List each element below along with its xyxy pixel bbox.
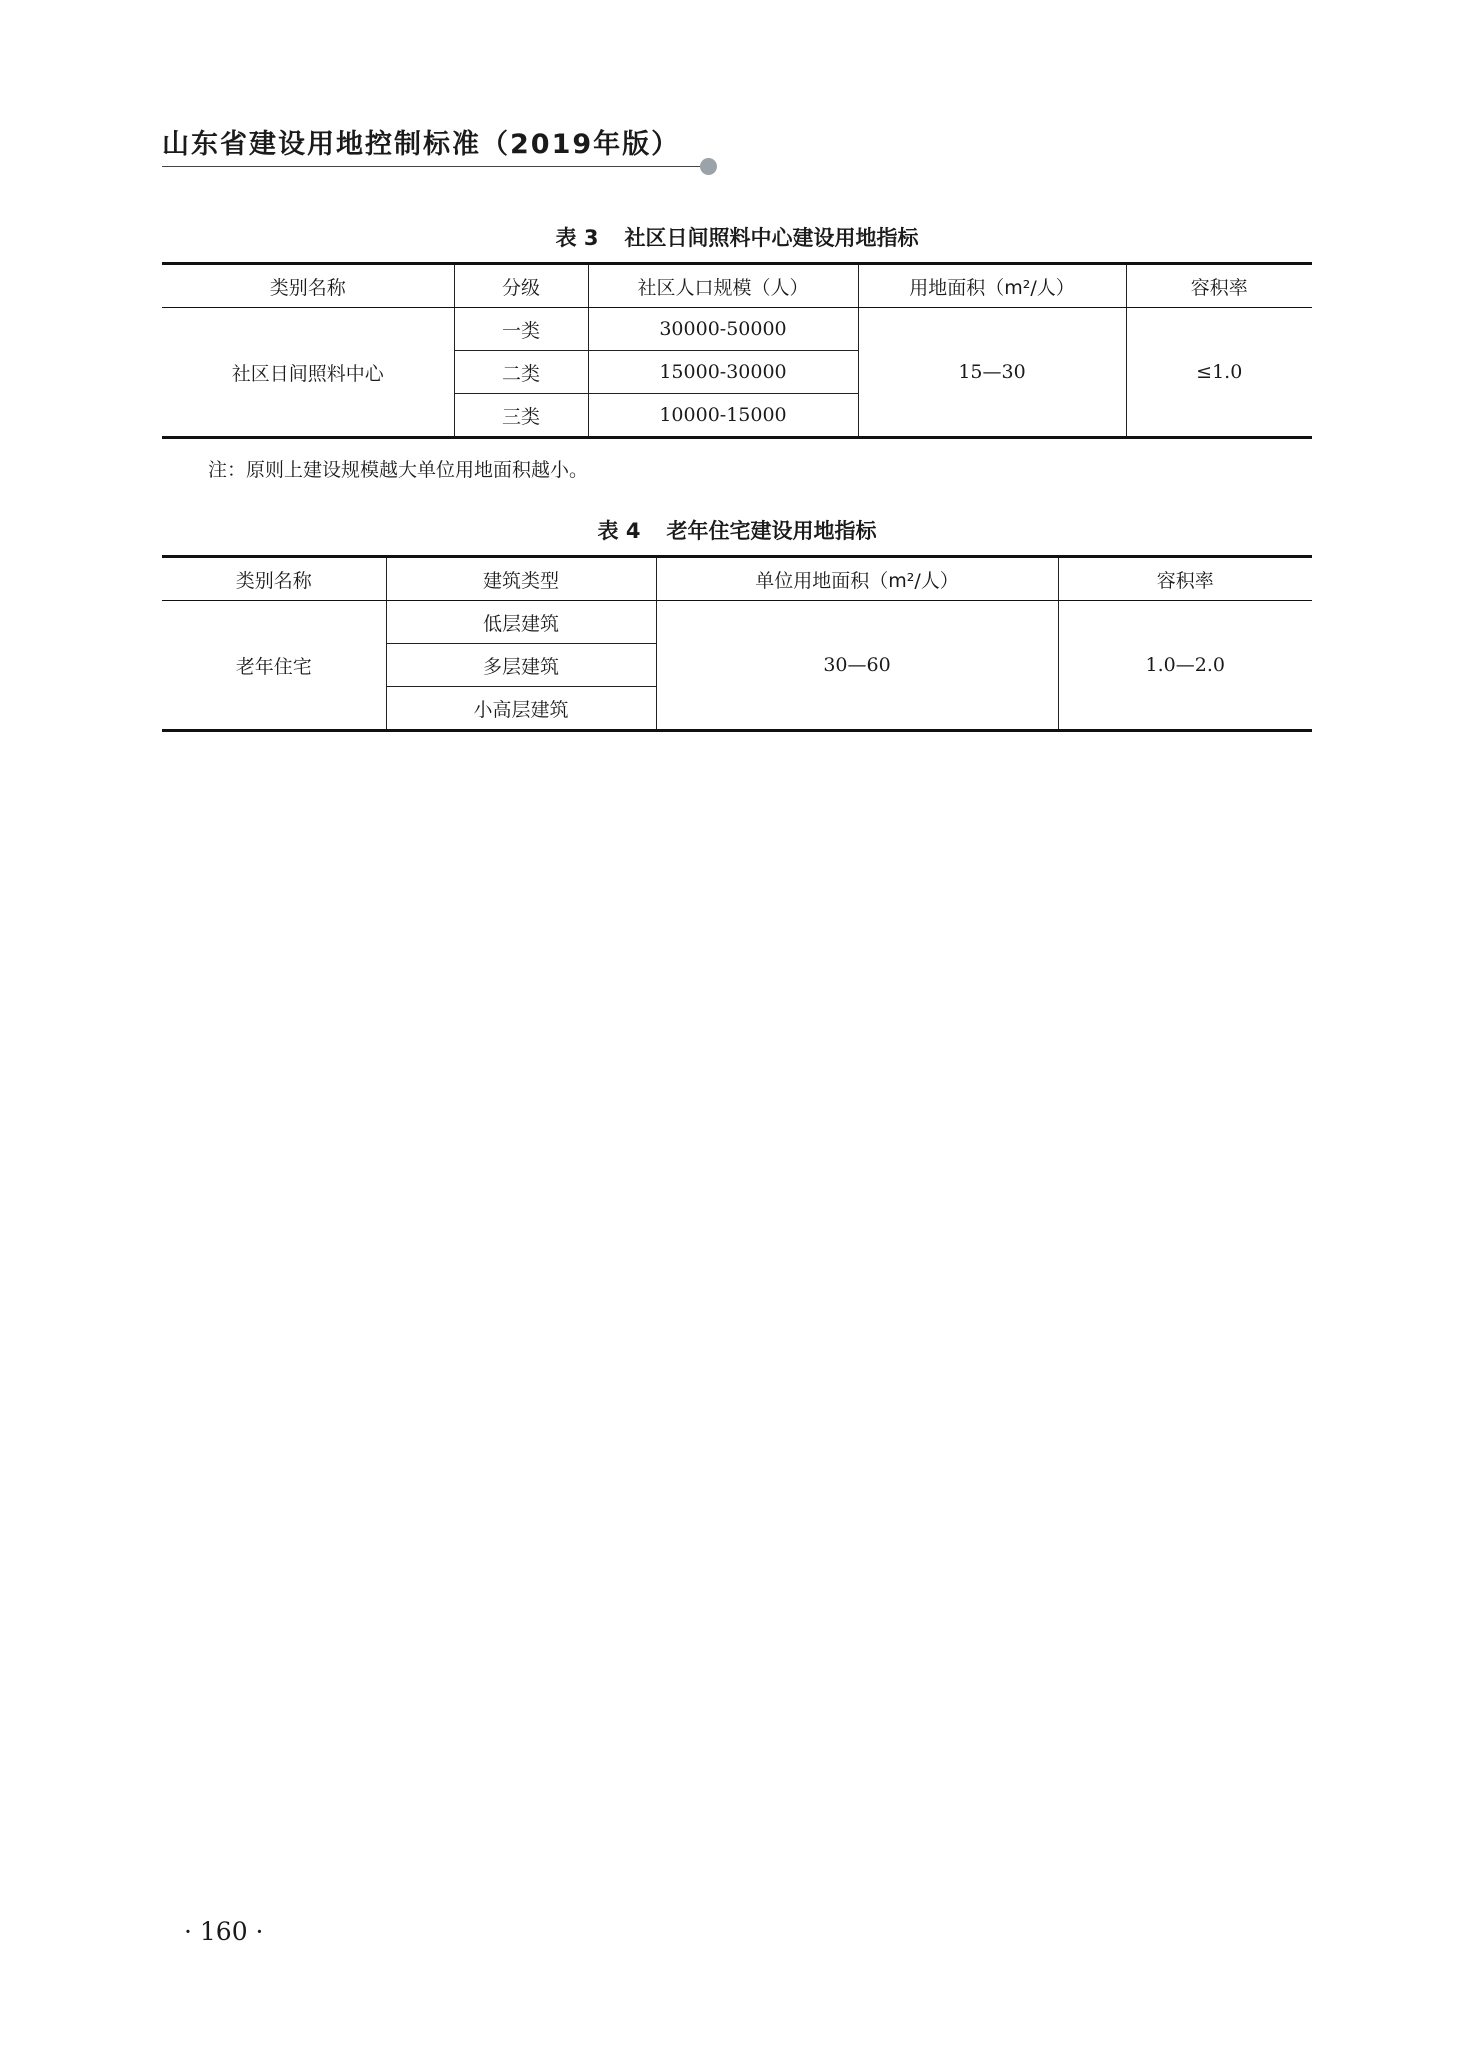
population-cell: 30000-50000 <box>588 308 858 351</box>
table-header-row <box>162 264 1312 308</box>
land-area-cell: 15—30 <box>858 308 1126 438</box>
column-header: 容积率 <box>1058 557 1312 601</box>
far-cell: 1.0—2.0 <box>1058 601 1312 731</box>
table3-caption <box>162 222 1312 252</box>
column-header: 容积率 <box>1126 264 1312 308</box>
building-type-cell: 多层建筑 <box>386 644 656 687</box>
column-header: 单位用地面积（m²/人） <box>656 557 1058 601</box>
category-cell: 老年住宅 <box>162 601 386 731</box>
table-row <box>162 308 1312 351</box>
building-type-cell: 低层建筑 <box>386 601 656 644</box>
table4 <box>162 555 1312 732</box>
column-header: 类别名称 <box>162 557 386 601</box>
running-header-title: 山东省建设用地控制标准（2019年版） <box>162 129 681 160</box>
table4-title: 老年住宅建设用地指标 <box>666 519 877 543</box>
grade-cell: 二类 <box>454 351 588 394</box>
table-row <box>162 601 1312 644</box>
population-cell: 15000-30000 <box>588 351 858 394</box>
building-type-cell: 小高层建筑 <box>386 687 656 731</box>
header-dot-ornament <box>700 158 717 175</box>
table3 <box>162 262 1312 439</box>
grade-cell: 三类 <box>454 394 588 438</box>
grade-cell: 一类 <box>454 308 588 351</box>
table3-note: 注：原则上建设规模越大单位用地面积越小。 <box>208 459 589 481</box>
table3-number: 表 3 <box>555 226 599 250</box>
table4-number: 表 4 <box>597 519 641 543</box>
table4-caption <box>162 515 1312 545</box>
table-header-row <box>162 557 1312 601</box>
category-cell: 社区日间照料中心 <box>162 308 454 438</box>
page-number: · 160 · <box>184 1917 264 1946</box>
column-header: 用地面积（m²/人） <box>858 264 1126 308</box>
column-header: 类别名称 <box>162 264 454 308</box>
column-header: 社区人口规模（人） <box>588 264 858 308</box>
column-header: 建筑类型 <box>386 557 656 601</box>
far-cell: ≤1.0 <box>1126 308 1312 438</box>
column-header: 分级 <box>454 264 588 308</box>
population-cell: 10000-15000 <box>588 394 858 438</box>
table3-title: 社区日间照料中心建设用地指标 <box>624 226 919 250</box>
land-area-cell: 30—60 <box>656 601 1058 731</box>
header-rule <box>162 166 707 167</box>
